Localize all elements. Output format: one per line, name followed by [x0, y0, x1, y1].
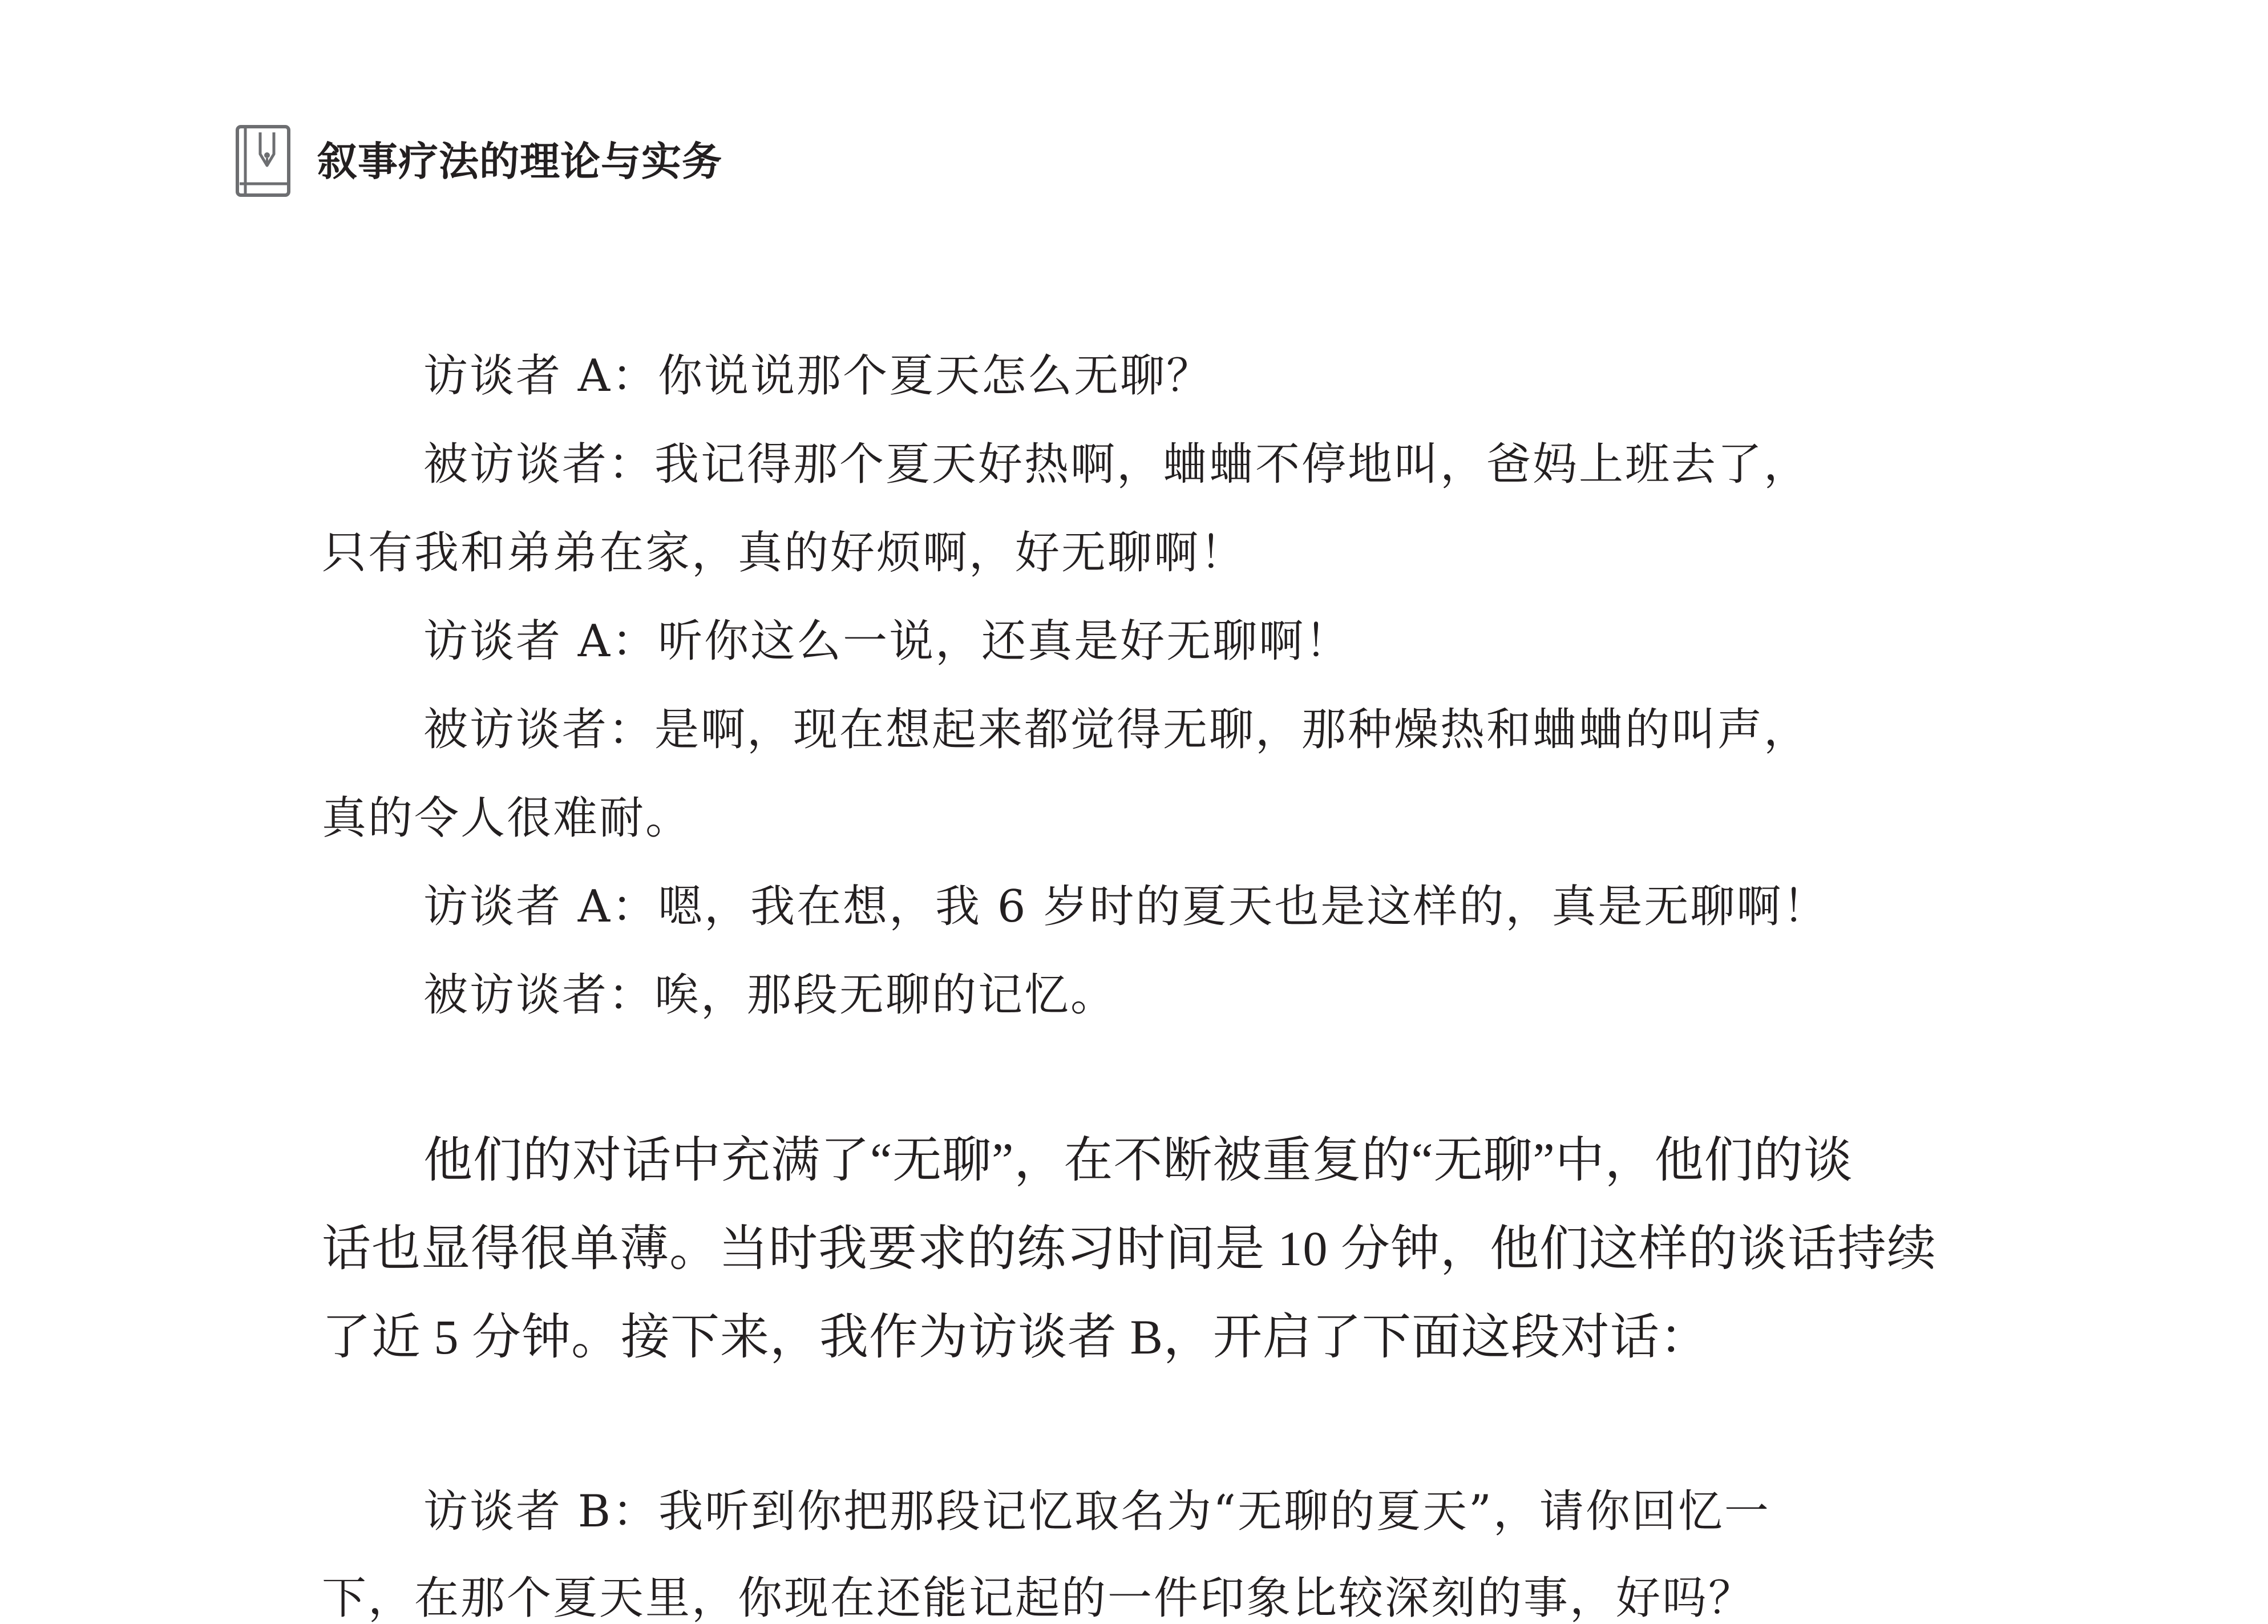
dialogue-line: 访谈者 A：你说说那个夏天怎么无聊？	[423, 350, 1213, 402]
dialogue-line: 被访谈者：唉，那段无聊的记忆。	[423, 969, 1117, 1021]
dialogue-line: 访谈者 A：嗯，我在想，我 6 岁时的夏天也是这样的，真是无聊啊！	[423, 881, 1829, 932]
paragraph-line: 了近 5 分钟。接下来，我作为访谈者 B，开启了下面这段对话：	[322, 1310, 1709, 1364]
dialogue-line: 被访谈者：是啊，现在想起来都觉得无聊，那种燥热和蛐蛐的叫声，	[423, 704, 1810, 756]
paragraph-line: 他们的对话中充满了“无聊”，在不断被重复的“无聊”中，他们的谈	[423, 1133, 1853, 1187]
paragraph-line: 话也显得很单薄。当时我要求的练习时间是 10 分钟，他们这样的谈话持续	[322, 1221, 1937, 1276]
dialogue-line: 只有我和弟弟在家，真的好烦啊，好无聊啊！	[322, 527, 1247, 579]
dialogue-line: 访谈者 B：我听到你把那段记忆取名为“无聊的夏天”，请你回忆一	[423, 1486, 1770, 1537]
dialogue-line: 真的令人很难耐。	[322, 793, 692, 844]
book-title: 叙事疗法的理论与实务	[317, 138, 722, 185]
dialogue-line: 被访谈者：我记得那个夏天好热啊，蛐蛐不停地叫，爸妈上班去了，	[423, 439, 1810, 490]
dialogue-line: 下，在那个夏天里，你现在还能记起的一件印象比较深刻的事，好吗？	[322, 1573, 1755, 1624]
dialogue-line: 访谈者 A：听你这么一说，还真是好无聊啊！	[423, 616, 1352, 667]
